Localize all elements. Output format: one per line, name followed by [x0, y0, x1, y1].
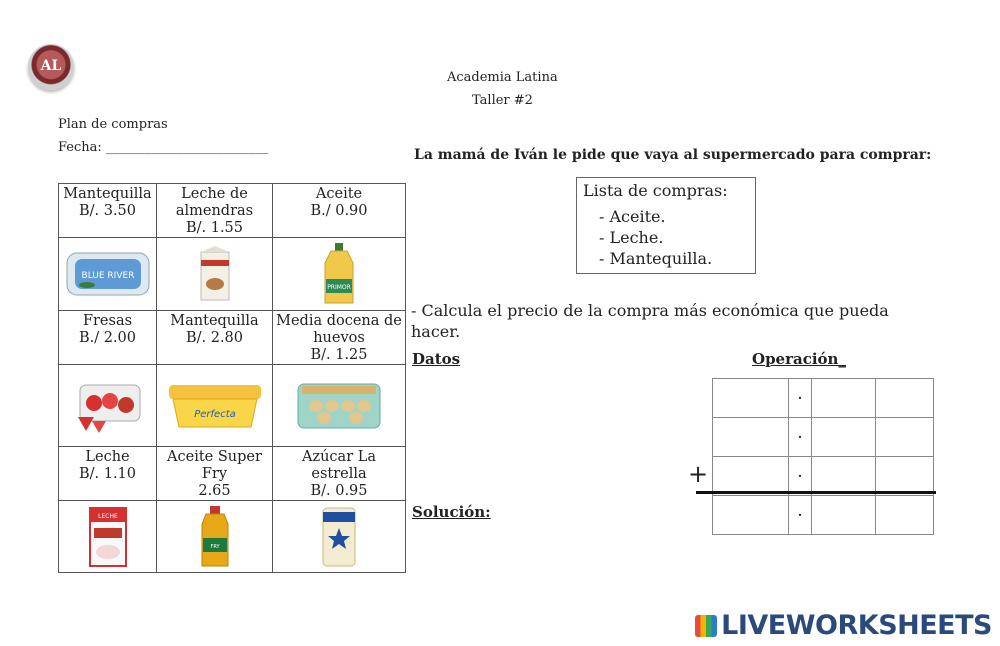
product-label: Leche B/. 1.10 [59, 447, 157, 501]
svg-text:FRY: FRY [209, 543, 220, 550]
oil-bottle-icon [273, 238, 406, 311]
op-cell[interactable] [812, 457, 876, 496]
svg-text:BLUE RIVER: BLUE RIVER [81, 271, 134, 281]
decimal-point: · [789, 418, 812, 457]
operacion-label: Operación_ [752, 350, 846, 368]
svg-text:Perfecta: Perfecta [193, 408, 236, 420]
milk-box-icon [59, 501, 157, 573]
list-item: - Mantequilla. [599, 248, 755, 269]
taller-title: Taller #2 [472, 93, 533, 108]
product-label: Azúcar La estrella B/. 0.95 [273, 447, 406, 501]
almond-milk-icon [157, 238, 273, 311]
sum-line [696, 491, 936, 494]
op-cell[interactable] [713, 457, 789, 496]
egg-carton-icon [273, 365, 406, 447]
svg-text:PRIMOR: PRIMOR [327, 284, 351, 291]
instruction-prompt: La mamá de Iván le pide que vaya al supermercado para comprar: [414, 147, 932, 163]
liveworksheets-icon [695, 615, 717, 637]
product-label: Fresas B./ 2.00 [59, 311, 157, 365]
product-label: Aceite B./ 0.90 [273, 184, 406, 238]
decimal-point: · [789, 379, 812, 418]
shopping-list-box [576, 177, 756, 274]
plus-sign: + [688, 460, 709, 488]
product-label: Aceite Super Fry 2.65 [157, 447, 273, 501]
product-label: Mantequilla B/. 3.50 [59, 184, 157, 238]
decimal-point: · [789, 457, 812, 496]
margarine-tub-icon [157, 365, 273, 447]
op-cell[interactable] [713, 418, 789, 457]
op-cell[interactable] [876, 496, 934, 535]
strawberries-icon [59, 365, 157, 447]
op-cell[interactable] [876, 457, 934, 496]
product-label: Leche de almendras B/. 1.55 [157, 184, 273, 238]
product-label: Media docena de huevos B/. 1.25 [273, 311, 406, 365]
plan-title: Plan de compras [58, 117, 168, 132]
svg-text:LECHE: LECHE [97, 512, 118, 520]
op-cell[interactable] [812, 379, 876, 418]
fecha-field[interactable]: Fecha: _________________________ [58, 140, 269, 155]
op-cell[interactable] [713, 496, 789, 535]
op-cell[interactable] [812, 496, 876, 535]
op-cell[interactable] [876, 418, 934, 457]
shopping-list-title: Lista de compras: [583, 181, 728, 200]
operation-grid[interactable] [712, 378, 934, 535]
super-fry-oil-icon [157, 501, 273, 573]
decimal-point: · [789, 496, 812, 535]
solucion-label: Solución: [412, 503, 491, 521]
butter-tub-icon [59, 238, 157, 311]
list-item: - Aceite. [599, 206, 755, 227]
task-text: - Calcula el precio de la compra más económica que pueda hacer. [411, 301, 889, 341]
school-name: Academia Latina [447, 70, 558, 85]
products-table [58, 183, 406, 573]
op-cell[interactable] [876, 379, 934, 418]
academy-logo: AL [28, 44, 74, 90]
datos-label: Datos [412, 350, 461, 368]
liveworksheets-logo: LIVEWORKSHEETS [695, 610, 992, 641]
op-cell[interactable] [713, 379, 789, 418]
list-item: - Leche. [599, 227, 755, 248]
op-cell[interactable] [812, 418, 876, 457]
product-label: Mantequilla B/. 2.80 [157, 311, 273, 365]
sugar-bag-icon [273, 501, 406, 573]
